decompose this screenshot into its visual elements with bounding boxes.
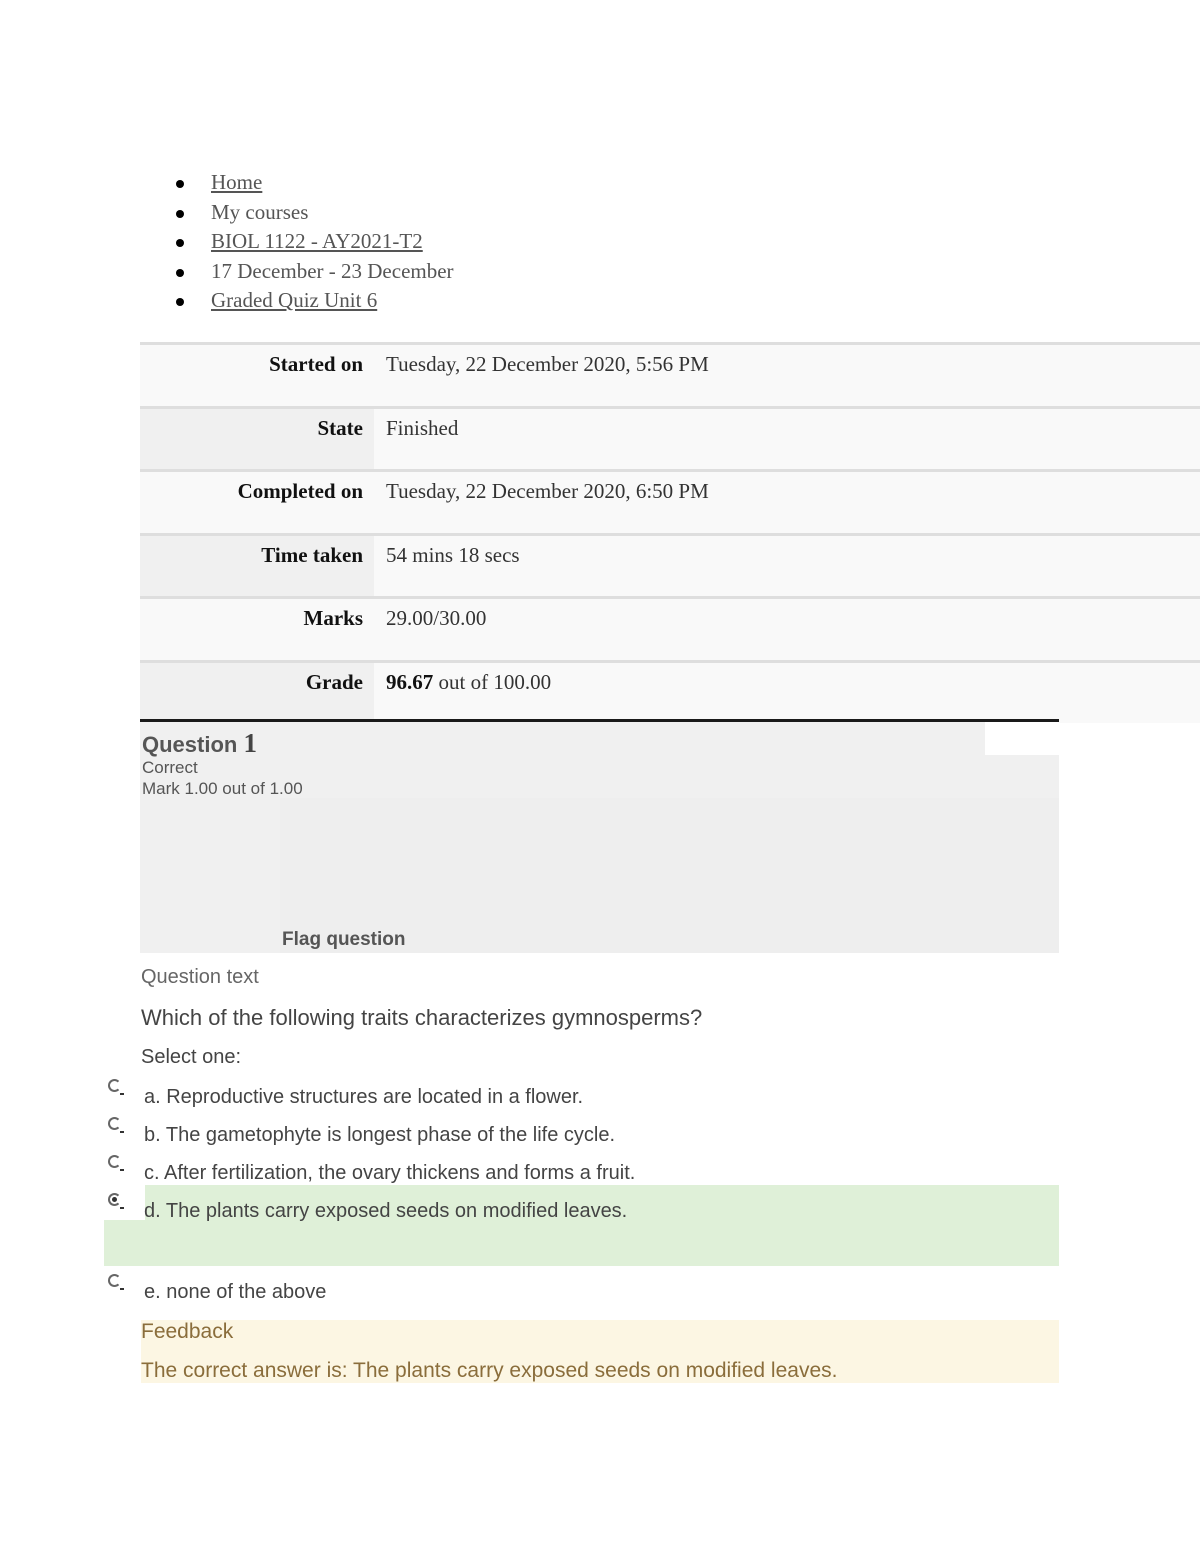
breadcrumb-item-course[interactable] xyxy=(170,227,454,257)
question-title xyxy=(142,728,257,759)
breadcrumb-my-courses-label: My courses xyxy=(211,199,309,224)
summary-row-completed-on xyxy=(140,469,1200,533)
bullet-icon xyxy=(176,269,184,277)
summary-value: Tuesday, 22 December 2020, 6:50 PM xyxy=(374,472,1200,533)
question-text: Which of the following traits characterizes gymnosperms? xyxy=(141,1005,703,1030)
option-e-label[interactable]: e. none of the above xyxy=(144,1281,327,1303)
summary-value: 29.00/30.00 xyxy=(374,599,1200,660)
option-d-radio-selected[interactable] xyxy=(108,1193,121,1206)
breadcrumb xyxy=(170,168,454,316)
summary-value: Tuesday, 22 December 2020, 5:56 PM xyxy=(374,345,1200,406)
feedback-text: The correct answer is: The plants carry exposed seeds on modified leaves. xyxy=(141,1359,838,1382)
summary-value xyxy=(374,663,1200,724)
correct-answer-highlight xyxy=(104,1185,1059,1266)
bullet-icon xyxy=(176,239,184,247)
option-c-radio[interactable] xyxy=(108,1155,121,1168)
question-info-panel xyxy=(140,722,1059,953)
summary-label: Marks xyxy=(140,599,374,660)
option-d-label[interactable]: d. The plants carry exposed seeds on modified leaves. xyxy=(144,1200,628,1222)
summary-row-marks xyxy=(140,596,1200,660)
bullet-icon xyxy=(176,180,184,188)
summary-row-time-taken xyxy=(140,533,1200,597)
breadcrumb-quiz-link[interactable]: Graded Quiz Unit 6 xyxy=(211,288,378,312)
summary-label: Completed on xyxy=(140,472,374,533)
flag-question-button[interactable]: Flag question xyxy=(282,929,406,950)
option-c-label[interactable]: c. After fertilization, the ovary thickens and forms a fruit. xyxy=(144,1162,636,1184)
option-a-radio[interactable] xyxy=(108,1079,121,1092)
question-state: Correct xyxy=(142,758,198,777)
breadcrumb-item-my-courses xyxy=(170,198,454,228)
summary-row-grade xyxy=(140,660,1200,724)
summary-row-started-on xyxy=(140,342,1200,406)
grade-score: 96.67 xyxy=(386,669,434,694)
question-text-label: Question text xyxy=(141,966,259,988)
question-title-word: Question xyxy=(142,732,238,757)
summary-row-state xyxy=(140,406,1200,470)
question-number: 1 xyxy=(243,728,257,758)
breadcrumb-item-quiz[interactable] xyxy=(170,286,454,316)
option-b-label[interactable]: b. The gametophyte is longest phase of the life cycle. xyxy=(144,1124,616,1146)
breadcrumb-home-link[interactable]: Home xyxy=(211,170,263,194)
grade-out-of: out of 100.00 xyxy=(433,669,552,694)
breadcrumb-item-home[interactable] xyxy=(170,168,454,198)
breadcrumb-item-week xyxy=(170,257,454,287)
breadcrumb-course-link[interactable]: BIOL 1122 - AY2021-T2 xyxy=(211,229,423,253)
option-e-radio[interactable] xyxy=(108,1274,121,1287)
radio-selected-dot-icon xyxy=(112,1197,117,1202)
summary-value: Finished xyxy=(374,409,1200,470)
summary-label: Grade xyxy=(140,663,374,724)
summary-label: State xyxy=(140,409,374,470)
option-a-label[interactable]: a. Reproductive structures are located in a flower. xyxy=(144,1086,584,1108)
quiz-summary-table xyxy=(140,342,1200,723)
question-mark: Mark 1.00 out of 1.00 xyxy=(142,779,303,798)
feedback-label: Feedback xyxy=(141,1320,234,1343)
breadcrumb-week-label: 17 December - 23 December xyxy=(211,258,454,283)
bullet-icon xyxy=(176,210,184,218)
summary-label: Time taken xyxy=(140,536,374,597)
summary-label: Started on xyxy=(140,345,374,406)
bullet-icon xyxy=(176,298,184,306)
option-b-radio[interactable] xyxy=(108,1117,121,1130)
summary-value: 54 mins 18 secs xyxy=(374,536,1200,597)
select-one-label: Select one: xyxy=(141,1046,242,1068)
